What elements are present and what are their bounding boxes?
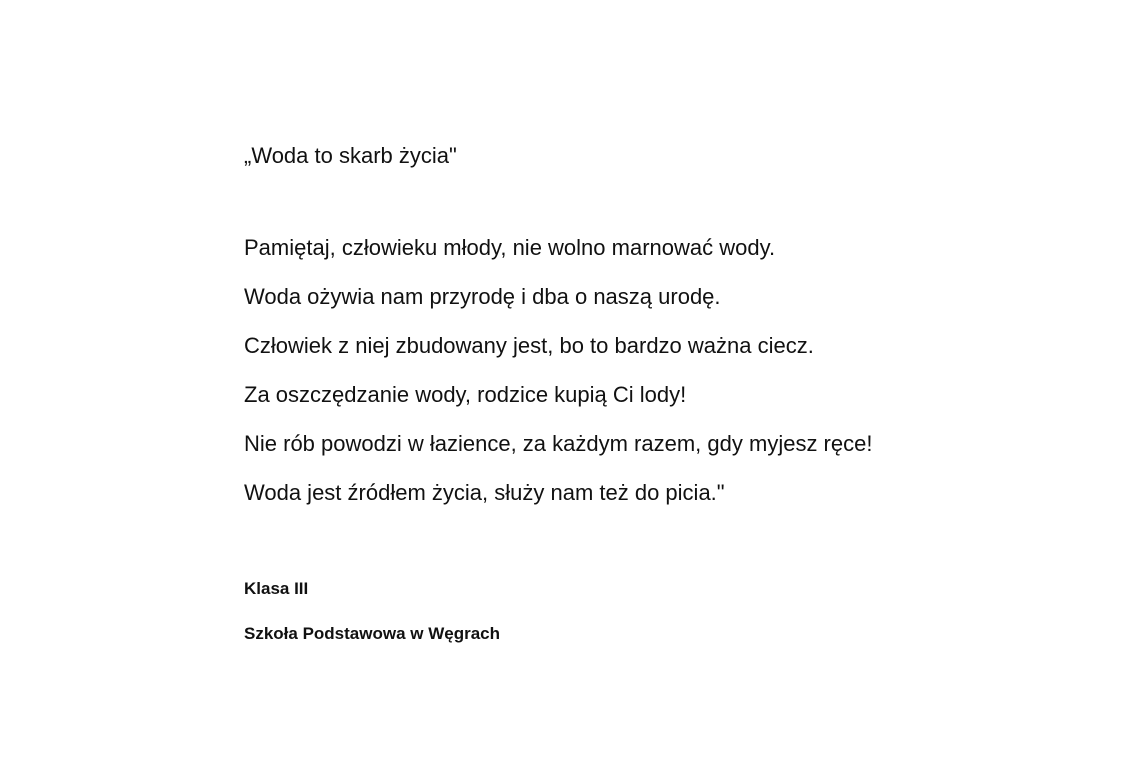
poem-line-3: Człowiek z niej zbudowany jest, bo to bardzo ważna ciecz. bbox=[244, 333, 814, 358]
poem-line-4: Za oszczędzanie wody, rodzice kupią Ci lody! bbox=[244, 382, 687, 407]
document-page bbox=[244, 0, 1084, 783]
poem-line-2: Woda ożywia nam przyrodę i dba o naszą urodę. bbox=[244, 284, 721, 309]
poem-line-6: Woda jest źródłem życia, służy nam też do picia." bbox=[244, 480, 725, 505]
poem-line-1: Pamiętaj, człowieku młody, nie wolno marnować wody. bbox=[244, 235, 776, 260]
poem-line-5: Nie rób powodzi w łazience, za każdym razem, gdy myjesz ręce! bbox=[244, 431, 873, 456]
poem-title: „Woda to skarb życia" bbox=[244, 143, 457, 168]
school-name: Szkoła Podstawowa w Węgrach bbox=[244, 624, 501, 643]
class-label: Klasa III bbox=[244, 579, 309, 598]
